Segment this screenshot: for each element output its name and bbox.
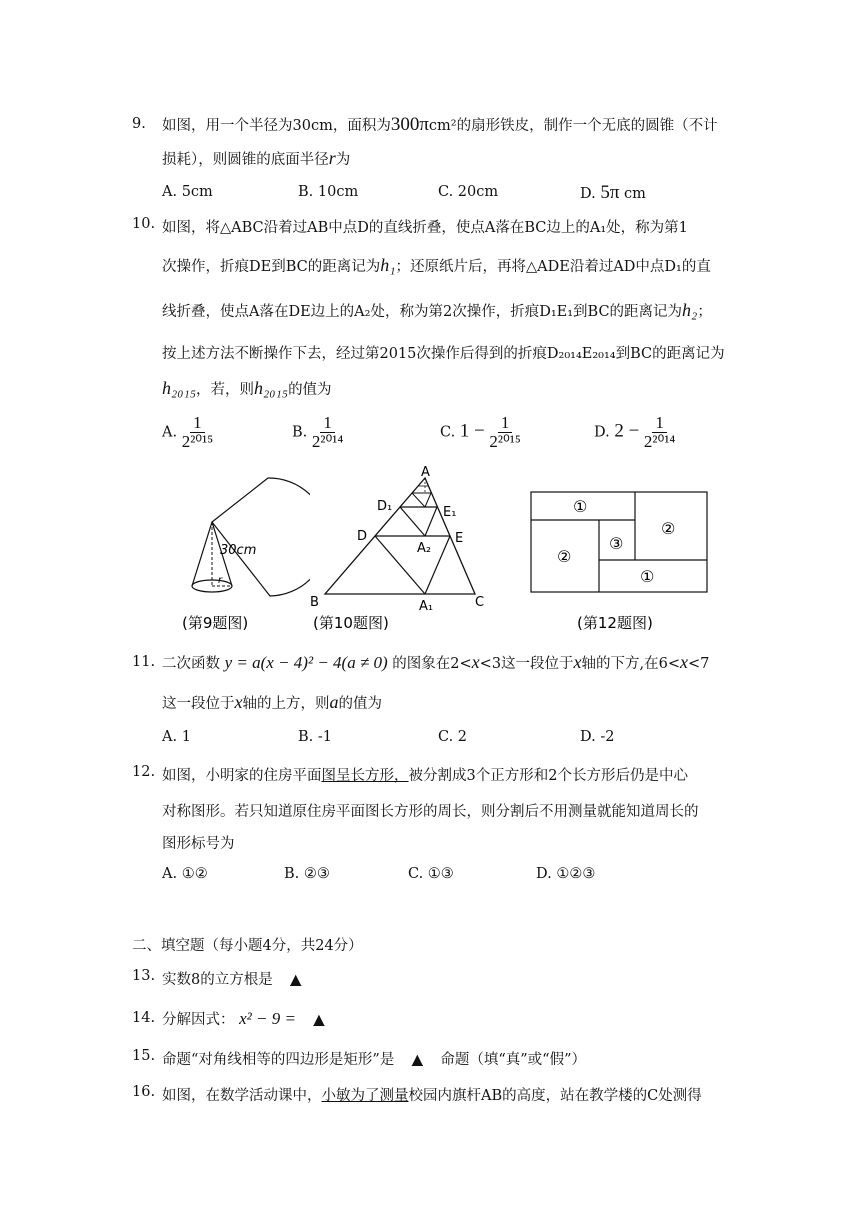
figure-9-cone-sector xyxy=(180,470,310,640)
fig10-label-a2: A₂ xyxy=(417,541,432,556)
q10-line2 xyxy=(162,255,711,276)
q10-text: 次操作，折痕DE到BC的距离记为 xyxy=(162,259,381,275)
q12-text: 如图，小明家的住房平面 xyxy=(162,768,322,784)
q12-option-a[interactable]: A. ①② xyxy=(162,866,208,882)
q12-line1 xyxy=(162,764,688,785)
q9-option-b[interactable]: B. 10cm xyxy=(298,184,359,200)
q9-line2 xyxy=(162,148,350,169)
q11-var-x: x xyxy=(680,652,689,672)
q11-option-b[interactable]: B. -1 xyxy=(298,729,332,745)
q16-text: 校园内旗杆AB的高度，站在教学楼的C处测得 xyxy=(408,1088,702,1104)
q16-number: 16. xyxy=(132,1084,156,1100)
q10-option-c[interactable] xyxy=(440,414,521,451)
q13-text: 实数8的立方根是 xyxy=(162,972,273,988)
q10-optd-label: D. xyxy=(594,424,610,441)
q11-text: 这一段位于 xyxy=(162,696,235,712)
q15-answer-blank[interactable]: ▲ xyxy=(411,1052,423,1068)
q11-option-a[interactable]: A. 1 xyxy=(162,729,191,745)
q10-option-d[interactable] xyxy=(594,414,675,451)
fig12-label-1-bottom: ① xyxy=(640,567,655,586)
fig10-label-d1: D₁ xyxy=(377,499,393,514)
fig9-slant-label: 30cm xyxy=(220,543,257,558)
q16-text: 如图，在数学活动课中， xyxy=(162,1088,322,1104)
q9-var-r: r xyxy=(328,148,336,168)
q15-line xyxy=(162,1048,586,1069)
q13-line xyxy=(162,968,319,989)
q10-h2: h₂ xyxy=(682,300,698,320)
q9-text: 为 xyxy=(335,152,351,168)
q11-var-x: x xyxy=(573,652,582,672)
q9-text: cm²的扇形铁皮，制作一个无底的圆锥（不计 xyxy=(428,118,718,134)
q9-optd-label: D. xyxy=(580,186,596,202)
q12-option-c[interactable]: C. ①③ xyxy=(408,866,454,882)
q10-optc-label: C. xyxy=(440,424,456,441)
q10-h2015: h₂₀₁₅ xyxy=(162,378,197,398)
q10-optb-label: B. xyxy=(292,424,308,441)
q11-text: 轴的上方，则 xyxy=(242,696,330,712)
q10-opta-fraction xyxy=(182,414,213,451)
q11-line1 xyxy=(162,652,709,673)
section-2-heading: 二、填空题（每小题4分，共24分） xyxy=(132,938,363,954)
q11-var-x: x xyxy=(471,652,480,672)
fig10-label-b: B xyxy=(310,595,319,610)
fig12-label-2-left: ② xyxy=(557,547,572,566)
q10-option-a[interactable] xyxy=(162,414,213,451)
q11-var-x: x xyxy=(234,692,243,712)
q9-option-a[interactable]: A. 5cm xyxy=(162,184,213,200)
fraction-denominator: 2²⁰¹⁴ xyxy=(311,432,344,451)
q10-text: 线折叠，使点A落在DE边上的A₂处，称为第2次操作，折痕D₁E₁到BC的距离记为 xyxy=(162,304,683,320)
q11-number: 11. xyxy=(132,654,156,670)
q10-optd-pre: 2 − xyxy=(614,420,640,442)
fig10-caption: (第10题图) xyxy=(313,614,389,632)
q11-option-d[interactable]: D. -2 xyxy=(580,729,615,745)
q10-optc-pre: 1 − xyxy=(459,420,485,442)
q10-text: ，若，则 xyxy=(196,382,255,398)
q9-area-expr: 300π xyxy=(390,114,429,135)
q10-text: ； xyxy=(697,304,712,320)
q10-line1: 如图，将△ABC沿着过AB中点D的直线折叠，使点A落在BC边上的A₁处，称为第1 xyxy=(162,220,688,236)
fig10-label-e: E xyxy=(455,531,464,546)
q9-option-d[interactable] xyxy=(580,182,646,204)
fig10-label-d: D xyxy=(357,529,368,544)
q12-line3: 图形标号为 xyxy=(162,836,235,852)
q15-number: 15. xyxy=(132,1048,156,1064)
q15-text: 命题“对角线相等的四边形是矩形”是 xyxy=(162,1052,395,1068)
q13-answer-blank[interactable]: ▲ xyxy=(290,972,302,988)
fig10-label-a1: A₁ xyxy=(419,599,434,614)
q14-text: 分解因式： xyxy=(162,1012,235,1028)
q16-underlined-text: 小敏为了测量 xyxy=(321,1088,409,1104)
figure-12-floor-plan xyxy=(525,486,715,640)
fraction-denominator: 2²⁰¹⁴ xyxy=(643,432,676,451)
q10-optd-fraction xyxy=(644,414,675,451)
q16-line xyxy=(162,1084,702,1105)
q12-line2: 对称图形。若只知道原住房平面图长方形的周长，则分割后不用测量就能知道周长的 xyxy=(162,804,699,820)
q9-text: 如图，用一个半径为30cm，面积为 xyxy=(162,118,391,134)
fig12-caption: (第12题图) xyxy=(577,614,653,632)
q11-var-a: a xyxy=(329,692,339,712)
q9-text: 损耗），则圆锥的底面半径 xyxy=(162,152,329,168)
q12-number: 12. xyxy=(132,764,156,780)
q9-number: 9. xyxy=(132,116,146,132)
fig9-radius-label: r xyxy=(218,575,223,586)
q11-option-c[interactable]: C. 2 xyxy=(438,729,468,745)
q10-h1: h₁ xyxy=(380,255,396,275)
fig10-label-a: A xyxy=(421,466,430,480)
fraction-denominator: 2²⁰¹⁵ xyxy=(181,432,214,451)
q10-opta-label: A. xyxy=(162,424,178,441)
q9-line1 xyxy=(162,114,718,136)
fraction-numerator: 1 xyxy=(498,414,513,433)
fig10-label-c: C xyxy=(475,595,485,610)
q12-underlined-text: 图呈长方形， xyxy=(321,768,409,784)
q10-text: ；还原纸片后，再将△ADE沿着过AD中点D₁的直 xyxy=(395,259,711,275)
q10-number: 10. xyxy=(132,216,156,232)
fig12-label-1-top: ① xyxy=(573,497,588,516)
figure-10-triangle-folding xyxy=(305,466,505,640)
q15-text: 命题（填“真”或“假”） xyxy=(440,1052,586,1068)
q10-optc-fraction xyxy=(489,414,520,451)
q11-text: 轴的下方,在6< xyxy=(581,656,681,672)
fraction-numerator: 1 xyxy=(652,414,667,433)
fig10-label-e1: E₁ xyxy=(443,505,457,520)
q9-optd-unit: cm xyxy=(624,186,646,202)
q11-text: 二次函数 xyxy=(162,656,220,672)
fraction-numerator: 1 xyxy=(190,414,205,433)
q9-optd-expr: 5π xyxy=(600,182,620,203)
q11-text: 的图象在2< xyxy=(392,656,472,672)
q14-answer-blank[interactable]: ▲ xyxy=(313,1012,325,1028)
q11-text: <7 xyxy=(688,656,710,672)
q12-option-b[interactable]: B. ②③ xyxy=(284,866,330,882)
fraction-numerator: 1 xyxy=(320,414,335,433)
q11-text: 的值为 xyxy=(338,696,382,712)
q10-option-b[interactable] xyxy=(292,414,343,451)
q12-text: 被分割成3个正方形和2个长方形后仍是中心 xyxy=(408,768,688,784)
fig12-label-3: ③ xyxy=(609,534,624,553)
q10-line3 xyxy=(162,300,712,321)
q9-option-c[interactable]: C. 20cm xyxy=(438,184,499,200)
fraction-denominator: 2²⁰¹⁵ xyxy=(489,432,521,451)
q14-expression: x² − 9 = xyxy=(239,1009,296,1028)
q14-line xyxy=(162,1008,342,1029)
q10-line4: 按上述方法不断操作下去，经过第2015次操作后得到的折痕D₂₀₁₄E₂₀₁₄到BC的距离记为 xyxy=(162,346,725,362)
q12-option-d[interactable]: D. ①②③ xyxy=(536,866,596,882)
q11-line2 xyxy=(162,692,382,713)
fig9-caption: (第9题图) xyxy=(182,614,249,632)
q13-number: 13. xyxy=(132,968,156,984)
q10-line5 xyxy=(162,378,332,399)
q11-text: <3这一段位于 xyxy=(479,656,574,672)
q10-text: 的值为 xyxy=(288,382,332,398)
q10-h2015-repeat: h₂₀₁₅ xyxy=(254,378,289,398)
q10-optb-fraction xyxy=(312,414,343,451)
fig12-label-2-right: ② xyxy=(661,519,676,538)
q11-function-expr: y = a(x − 4)² − 4(a ≠ 0) xyxy=(224,653,388,672)
q14-number: 14. xyxy=(132,1010,156,1026)
